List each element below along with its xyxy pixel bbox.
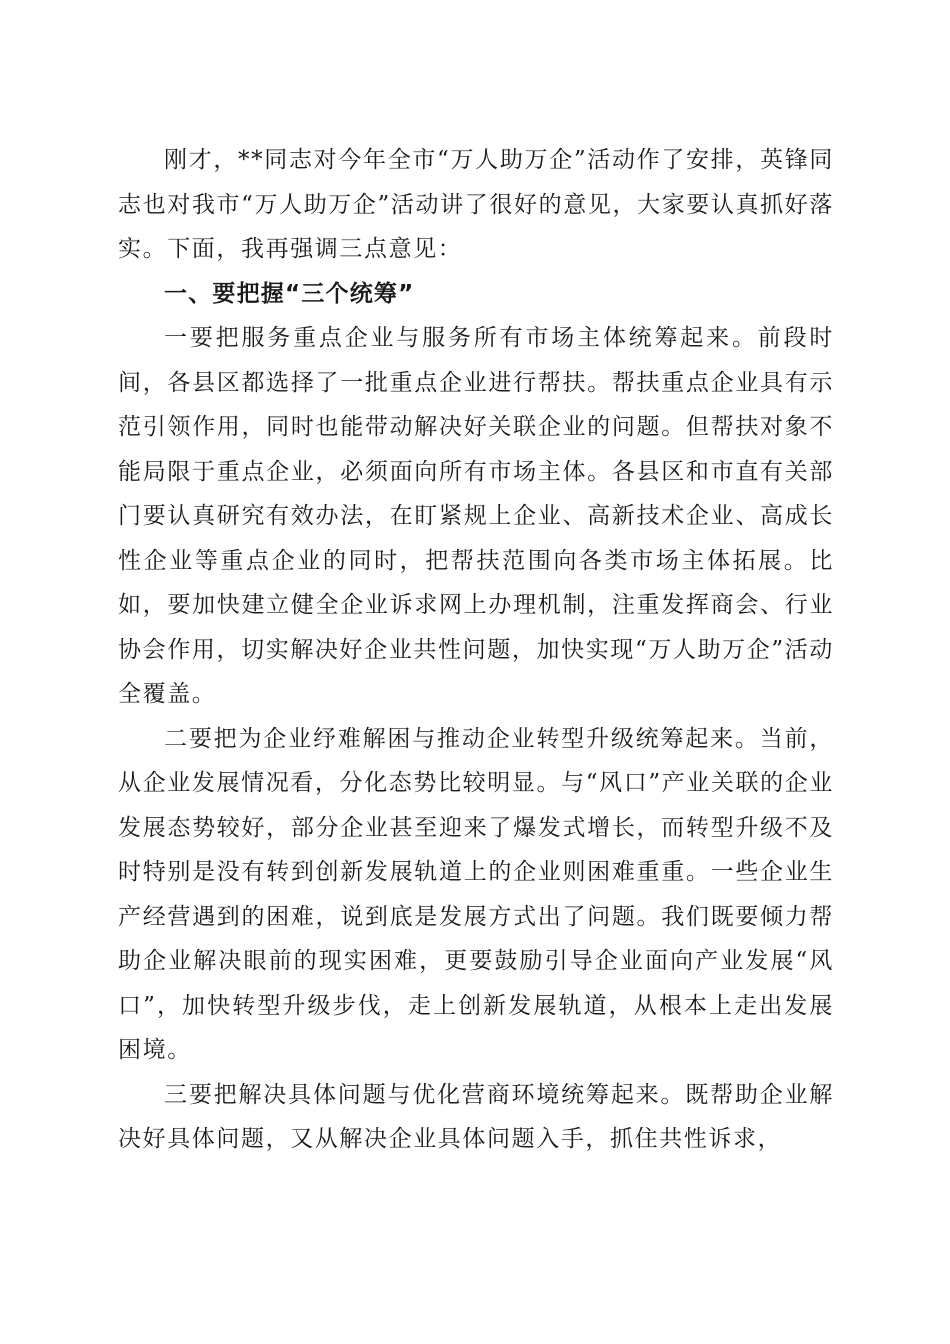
paragraph-2: 二要把为企业纾难解困与推动企业转型升级统筹起来。当前，从企业发展情况看，分化态势比较明显。与“风口”产业关联的企业发展态势较好，部分企业甚至迎来了爆发式增长，而转型升级不及时特别是没有转到创新发展轨道上的企业则困难重重。一些企业生产经营遇到的困难，说到底是发展方式出了问题。我们既要倾力帮助企业解决眼前的现实困难，更要鼓励引导企业面向产业发展“风口”，加快转型升级步伐，走上创新发展轨道，从根本上走出发展困境。 (118, 725, 834, 1063)
intro-paragraph: 刚才，**同志对今年全市“万人助万企”活动作了安排，英锋同志也对我市“万人助万企”活动讲了很好的意见，大家要认真抓好落实。下面，我再强调三点意见： (118, 147, 834, 262)
paragraph-1: 一要把服务重点企业与服务所有市场主体统筹起来。前段时间，各县区都选择了一批重点企业进行帮扶。帮扶重点企业具有示范引领作用，同时也能带动解决好关联企业的问题。但帮扶对象不能局限于重点企业，必须面向所有市场主体。各县区和市直有关部门要认真研究有效办法，在盯紧规上企业、高新技术企业、高成长性企业等重点企业的同时，把帮扶范围向各类市场主体拓展。比如，要加快建立健全企业诉求网上办理机制，注重发挥商会、行业协会作用，切实解决好企业共性问题，加快实现“万人助万企”活动全覆盖。 (118, 325, 834, 707)
document-body (118, 138, 834, 1162)
paragraph-3: 三要把解决具体问题与优化营商环境统筹起来。既帮助企业解决好具体问题，又从解决企业具体问题入手，抓住共性诉求， (118, 1081, 834, 1152)
section-heading: 一、要把握“三个统筹” (164, 280, 415, 307)
